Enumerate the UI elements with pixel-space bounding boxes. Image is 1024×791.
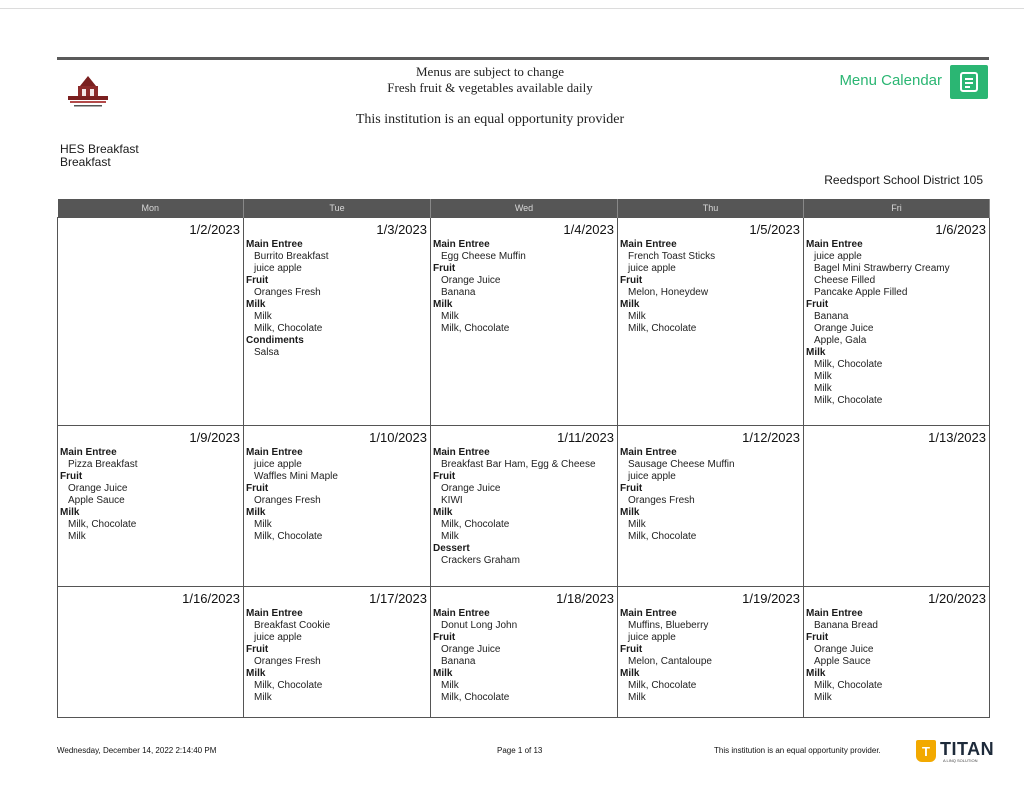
menu-item: juice apple xyxy=(628,471,676,482)
menu-item: Milk, Chocolate xyxy=(814,395,883,406)
menu-category: Fruit xyxy=(433,471,456,482)
menu-calendar-grid xyxy=(57,199,990,718)
menu-item: Oranges Fresh xyxy=(628,495,695,506)
menu-item: Banana xyxy=(814,311,849,322)
menu-item: Milk, Chocolate xyxy=(814,680,883,691)
menu-category: Condiments xyxy=(246,335,304,346)
menu-item: Milk xyxy=(254,519,272,530)
district-logo xyxy=(60,74,116,114)
notice-line-2: Fresh fruit & vegetables available daily xyxy=(387,80,593,95)
day-date: 1/19/2023 xyxy=(742,591,800,606)
menu-category: Milk xyxy=(806,668,826,679)
meal-name: Breakfast xyxy=(60,155,111,169)
menu-item: juice apple xyxy=(254,263,302,274)
menu-item: Egg Cheese Muffin xyxy=(441,251,526,262)
weekday-header: Tue xyxy=(244,199,431,218)
menu-item: Milk, Chocolate xyxy=(441,323,510,334)
menu-item: Milk, Chocolate xyxy=(628,680,697,691)
menu-item: Milk xyxy=(814,383,832,394)
menu-item: Oranges Fresh xyxy=(254,656,321,667)
calendar-list-icon xyxy=(958,71,980,93)
menu-item: Milk, Chocolate xyxy=(254,531,323,542)
menu-category: Milk xyxy=(433,668,453,679)
day-date: 1/10/2023 xyxy=(369,430,427,445)
menu-category: Main Entree xyxy=(806,239,863,250)
day-date: 1/6/2023 xyxy=(935,222,986,237)
menu-item: Sausage Cheese Muffin xyxy=(628,459,735,470)
menu-category: Fruit xyxy=(433,263,456,274)
menu-item: Breakfast Cookie xyxy=(254,620,331,631)
menu-item: Milk xyxy=(628,519,646,530)
week-row xyxy=(58,218,990,426)
day-date: 1/11/2023 xyxy=(557,430,614,445)
weekday-header-row xyxy=(58,199,990,218)
menu-item: juice apple xyxy=(254,459,302,470)
menu-category: Main Entree xyxy=(433,608,490,619)
menu-item: Breakfast Bar Ham, Egg & Cheese xyxy=(441,459,596,470)
menu-item: Salsa xyxy=(254,347,280,358)
menu-item: Milk xyxy=(254,311,272,322)
menu-category: Milk xyxy=(620,507,640,518)
titan-brand: TITAN xyxy=(940,739,995,759)
weekday-header: Mon xyxy=(58,199,244,218)
menu-item: juice apple xyxy=(628,632,676,643)
menu-item: Donut Long John xyxy=(441,620,518,631)
day-date: 1/4/2023 xyxy=(563,222,614,237)
day-date: 1/16/2023 xyxy=(182,591,240,606)
day-date: 1/3/2023 xyxy=(376,222,427,237)
menu-category: Milk xyxy=(246,299,266,310)
week-row xyxy=(58,426,990,587)
menu-item: Milk, Chocolate xyxy=(814,359,883,370)
day-cell xyxy=(804,426,990,587)
menu-category: Main Entree xyxy=(246,447,303,458)
menu-item: Muffins, Blueberry xyxy=(628,620,709,631)
menu-category: Fruit xyxy=(806,299,829,310)
menu-item: Milk xyxy=(628,311,646,322)
menu-category: Fruit xyxy=(620,275,643,286)
day-date: 1/18/2023 xyxy=(556,591,614,606)
day-cell xyxy=(58,218,244,426)
menu-item: Apple Sauce xyxy=(814,656,871,667)
day-cell xyxy=(431,587,618,718)
menu-category: Milk xyxy=(433,299,453,310)
menu-category: Main Entree xyxy=(433,447,490,458)
menu-item: Bagel Mini Strawberry Creamy Cheese Filled xyxy=(814,263,950,286)
weekday-header: Fri xyxy=(804,199,990,218)
menu-item: Milk xyxy=(441,531,459,542)
menu-category: Milk xyxy=(246,507,266,518)
menu-item: juice apple xyxy=(814,251,862,262)
day-cell xyxy=(58,587,244,718)
day-date: 1/17/2023 xyxy=(369,591,427,606)
district-name: Reedsport School District 105 xyxy=(824,173,983,187)
menu-category: Milk xyxy=(620,668,640,679)
menu-category: Main Entree xyxy=(620,447,677,458)
day-cell xyxy=(58,426,244,587)
menu-category: Fruit xyxy=(246,483,269,494)
notice-line-1: Menus are subject to change xyxy=(415,64,564,79)
header-bar xyxy=(57,57,989,60)
menu-category: Milk xyxy=(60,507,80,518)
school-menu-name: HES Breakfast xyxy=(60,142,139,156)
menu-item: Pizza Breakfast xyxy=(68,459,138,470)
menu-item: Milk, Chocolate xyxy=(441,692,510,703)
menu-item: Pancake Apple Filled xyxy=(814,287,908,298)
menu-item: Orange Juice xyxy=(441,483,501,494)
menu-category: Milk xyxy=(620,299,640,310)
menu-item: French Toast Sticks xyxy=(628,251,716,262)
day-cell xyxy=(804,218,990,426)
menu-category: Fruit xyxy=(246,275,269,286)
menu-category: Main Entree xyxy=(60,447,117,458)
menu-item: Crackers Graham xyxy=(441,555,520,566)
menu-item: Milk, Chocolate xyxy=(68,519,137,530)
day-date: 1/5/2023 xyxy=(749,222,800,237)
titan-brand-sub: A LINQ SOLUTION xyxy=(943,758,978,763)
menu-category: Main Entree xyxy=(433,239,490,250)
menu-category: Main Entree xyxy=(246,608,303,619)
menu-item: Melon, Honeydew xyxy=(628,287,709,298)
day-date: 1/13/2023 xyxy=(928,430,986,445)
menu-item: Milk xyxy=(441,680,459,691)
menu-notice xyxy=(340,64,640,96)
menu-calendar-link[interactable]: Menu Calendar xyxy=(839,72,942,89)
day-cell xyxy=(244,587,431,718)
menu-category: Fruit xyxy=(620,483,643,494)
menu-category: Fruit xyxy=(620,644,643,655)
menu-item: Milk, Chocolate xyxy=(628,531,697,542)
menu-item: Milk, Chocolate xyxy=(254,680,323,691)
menu-category: Main Entree xyxy=(620,608,677,619)
menu-item: Waffles Mini Maple xyxy=(254,471,338,482)
titan-logo-icon: T xyxy=(916,740,936,762)
menu-item: Milk xyxy=(441,311,459,322)
menu-item: Oranges Fresh xyxy=(254,287,321,298)
menu-item: Milk xyxy=(628,692,646,703)
menu-item: Oranges Fresh xyxy=(254,495,321,506)
day-date: 1/2/2023 xyxy=(189,222,240,237)
menu-item: Orange Juice xyxy=(814,644,874,655)
menu-item: juice apple xyxy=(628,263,676,274)
menu-subtitle xyxy=(60,143,139,169)
weekday-header: Wed xyxy=(431,199,618,218)
menu-item: Orange Juice xyxy=(814,323,874,334)
day-cell xyxy=(618,426,804,587)
menu-category: Dessert xyxy=(433,543,470,554)
day-cell xyxy=(618,218,804,426)
weekday-header: Thu xyxy=(618,199,804,218)
menu-category: Main Entree xyxy=(246,239,303,250)
menu-item: Milk xyxy=(814,371,832,382)
menu-category: Main Entree xyxy=(620,239,677,250)
menu-item: Apple, Gala xyxy=(814,335,867,346)
day-date: 1/9/2023 xyxy=(189,430,240,445)
menu-item: Burrito Breakfast xyxy=(254,251,329,262)
menu-item: Milk, Chocolate xyxy=(254,323,323,334)
page-number: Page 1 of 13 xyxy=(497,746,543,755)
menu-item: Milk xyxy=(68,531,86,542)
menu-item: Orange Juice xyxy=(68,483,128,494)
menu-category: Fruit xyxy=(60,471,83,482)
menu-category: Milk xyxy=(433,507,453,518)
equal-opportunity-statement: This institution is an equal opportunity provider xyxy=(355,112,625,127)
day-cell xyxy=(431,218,618,426)
day-cell xyxy=(804,587,990,718)
menu-category: Milk xyxy=(806,347,826,358)
menu-item: Orange Juice xyxy=(441,644,501,655)
menu-item: juice apple xyxy=(254,632,302,643)
menu-category: Milk xyxy=(246,668,266,679)
menu-item: Orange Juice xyxy=(441,275,501,286)
footer-equal-opportunity: This institution is an equal opportunity provider. xyxy=(714,746,881,755)
day-cell xyxy=(244,218,431,426)
menu-item: Melon, Cantaloupe xyxy=(628,656,712,667)
menu-category: Fruit xyxy=(246,644,269,655)
day-date: 1/12/2023 xyxy=(742,430,800,445)
day-cell xyxy=(244,426,431,587)
menu-item: Banana Bread xyxy=(814,620,878,631)
day-cell xyxy=(618,587,804,718)
menu-item: Banana xyxy=(441,287,476,298)
menu-item: Milk xyxy=(254,692,272,703)
week-row xyxy=(58,587,990,718)
menu-item: Apple Sauce xyxy=(68,495,125,506)
day-date: 1/20/2023 xyxy=(928,591,986,606)
menu-item: KIWI xyxy=(441,495,463,506)
menu-item: Milk xyxy=(814,692,832,703)
menu-item: Milk, Chocolate xyxy=(628,323,697,334)
menu-item: Milk, Chocolate xyxy=(441,519,510,530)
top-divider xyxy=(0,8,1024,9)
menu-category: Fruit xyxy=(433,632,456,643)
menu-calendar-button[interactable] xyxy=(950,65,988,99)
menu-category: Main Entree xyxy=(806,608,863,619)
menu-category: Fruit xyxy=(806,632,829,643)
print-timestamp: Wednesday, December 14, 2022 2:14:40 PM xyxy=(57,746,217,755)
day-cell xyxy=(431,426,618,587)
menu-item: Banana xyxy=(441,656,476,667)
